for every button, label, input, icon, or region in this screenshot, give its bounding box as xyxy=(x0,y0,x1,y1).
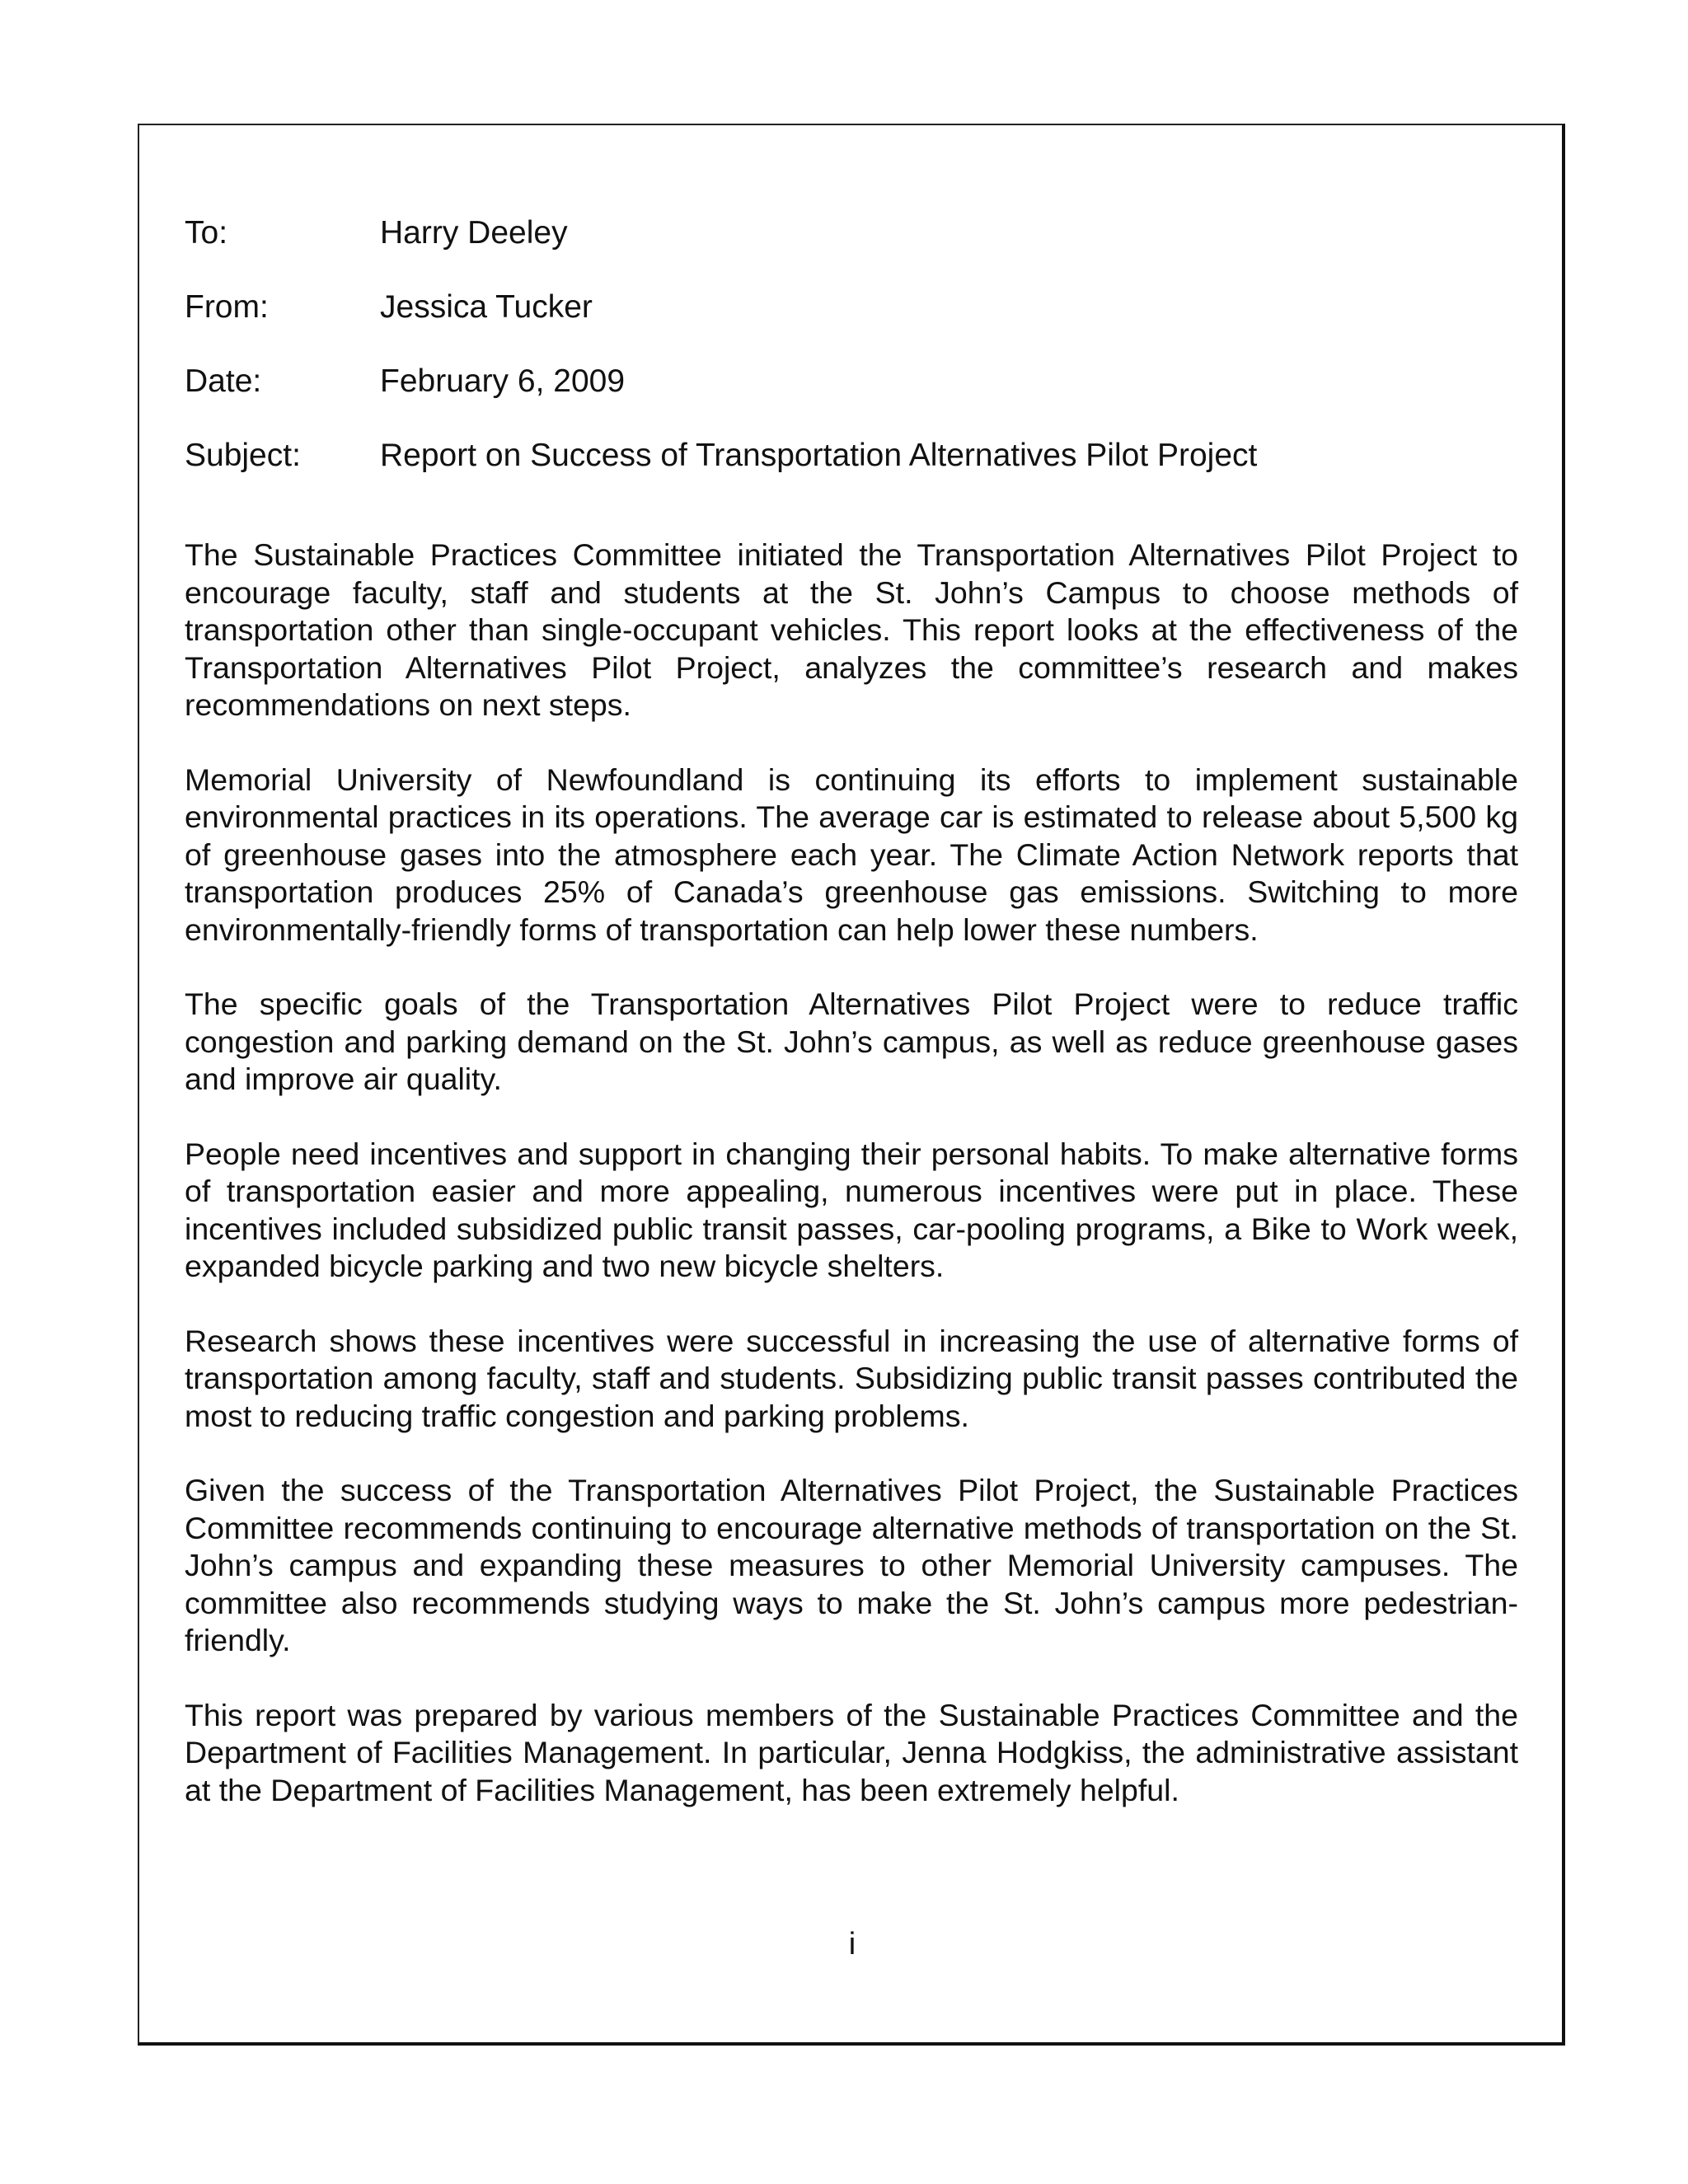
memo-date-value: February 6, 2009 xyxy=(380,363,626,399)
memo-from-row xyxy=(185,270,1520,344)
memo-subject-row xyxy=(185,419,1520,493)
memo-from-value: Jessica Tucker xyxy=(380,289,593,325)
memo-header xyxy=(185,196,1520,493)
memo-paragraph-goals: The specific goals of the Transportation Alternatives Pilot Project were to reduce traffic congestion and parking demand on the St. John’s campus, as well as reduce greenhouse gases and improve air quality. xyxy=(185,987,1518,1096)
memo-from-label: From: xyxy=(185,289,269,325)
memo-paragraph-recommendations: Given the success of the Transportation Alternatives Pilot Project, the Sustainable Practices Committee recommends continuing to encourage alternative methods of transportation on the St. John’s campus and expanding these measures to other Memorial University campuses. The committee also recommends studying ways to make the St. John’s campus more pedestrian-friendly. xyxy=(185,1473,1518,1657)
memo-paragraph-acknowledgements: This report was prepared by various members of the Sustainable Practices Committee and the Department of Facilities Management. In particular, Jenna Hodgkiss, the administrative assistant at the Department of Facilities Management, has been extremely helpful. xyxy=(185,1697,1518,1807)
memo-date-row xyxy=(185,344,1520,419)
memo-paragraph-incentives: People need incentives and support in changing their personal habits. To make alternative forms of transportation easier and more appealing, numerous incentives were put in place. These incentives included subsidized public transit passes, car-pooling programs, a Bike to Work week, expanded bicycle parking and two new bicycle shelters. xyxy=(185,1136,1518,1283)
memo-to-row xyxy=(185,196,1520,270)
memo-date-label: Date: xyxy=(185,363,262,399)
memo-paragraph-results: Research shows these incentives were successful in increasing the use of alternative forms of transportation among faculty, staff and students. Subsidizing public transit passes contributed the most to reducing traffic congestion and parking problems. xyxy=(185,1323,1518,1433)
memo-to-label: To: xyxy=(185,215,228,251)
memo-paragraph-intro: The Sustainable Practices Committee initiated the Transportation Alternatives Pilot Project to encourage faculty, staff and students at the St. John’s Campus to choose methods of transportation other than single-occupant vehicles. This report looks at the effectiveness of the Transportation Alternatives Pilot Project, analyzes the committee’s research and makes recommendations on next steps. xyxy=(185,537,1518,722)
memo-subject-label: Subject: xyxy=(185,438,301,473)
memo-to-value: Harry Deeley xyxy=(380,215,568,251)
memo-body xyxy=(185,537,1518,1846)
memo-paragraph-background: Memorial University of Newfoundland is continuing its efforts to implement sustainable environmental practices in its operations. The average car is estimated to release about 5,500 kg of greenhouse gases into the atmosphere each year. The Climate Action Network reports that transportation produces 25% of Canada’s greenhouse gas emissions. Switching to more environmentally-friendly forms of transportation can help lower these numbers. xyxy=(185,762,1518,947)
page-number: i xyxy=(848,1927,856,1961)
memo-subject-value: Report on Success of Transportation Alternatives Pilot Project xyxy=(380,438,1258,473)
